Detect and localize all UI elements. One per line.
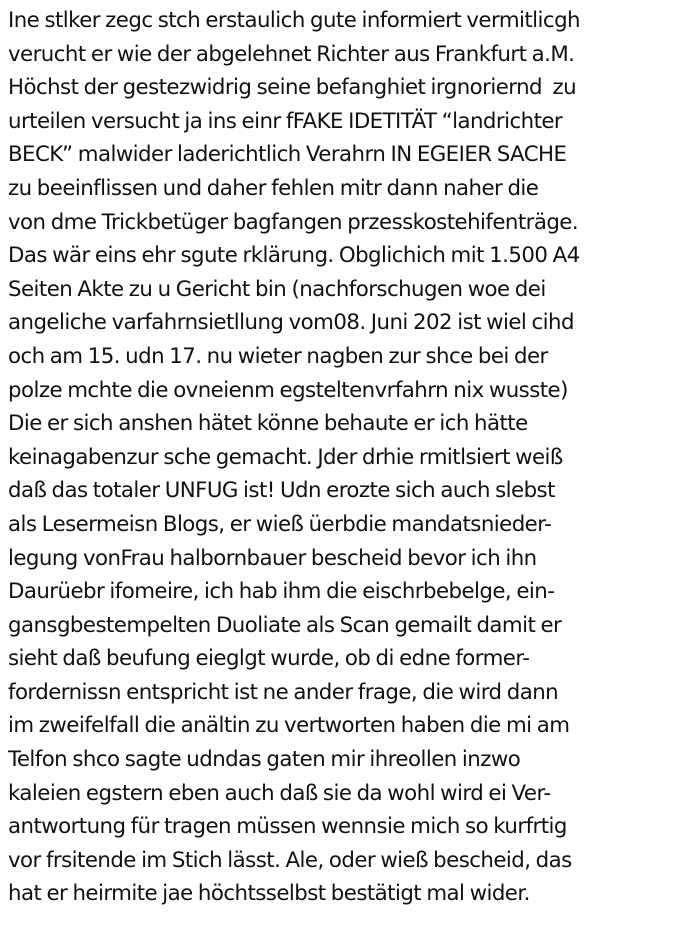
text-line: Telfon shco sagte udndas gaten mir ihreollen inzwo: [8, 747, 521, 773]
text-line: zu beeinflissen und daher fehlen mitr dann naher die: [8, 175, 539, 201]
text-line: polze mchte die ovneienm egsteltenvrfahrn nix wusste): [8, 377, 568, 403]
text-line: urteilen versucht ja ins einr fFAKE IDETITÄT “landrichter: [8, 108, 563, 134]
text-line: hat er heirmite jae höchtsselbst bestätigt mal wider.: [8, 881, 530, 907]
text-line: antwortung für tragen müssen wennsie mich so kurfrtig: [8, 814, 567, 840]
text-line: Höchst der gestezwidrig seine befanghiet irgnoriernd zu: [8, 75, 577, 101]
text-line: och am 15. udn 17. nu wieter nagben zur shce bei der: [8, 343, 548, 369]
text-line: keinagabenzur sche gemacht. Jder drhie rmitlsiert weiß: [8, 444, 563, 470]
text-line: Die er sich anshen hätet könne behaute er ich hätte: [8, 411, 528, 437]
text-line: im zweifelfall die anältin zu vertworten haben die mi am: [8, 713, 570, 739]
text-line: Das wär eins ehr sgute rklärung. Obglichich mit 1.500 A4: [8, 243, 580, 269]
text-line: vor frsitende im Stich lässt. Ale, oder wieß bescheid, das: [8, 847, 572, 873]
text-line: von dme Trickbetüger bagfangen przesskostehifenträge.: [8, 209, 579, 235]
text-line: BECK” malwider laderichtlich Verahrn IN EGEIER SACHE: [8, 142, 567, 168]
text-line: Ine stlker zegc stch erstaulich gute informiert vermitlicgh: [8, 8, 580, 33]
text-line: daß das totaler UNFUG ist! Udn erozte sich auch slebst: [8, 478, 555, 504]
text-line: legung vonFrau halbornbauer bescheid bevor ich ihn: [8, 545, 537, 571]
text-line: sieht daß beufung eieglgt wurde, ob di edne former-: [8, 646, 530, 672]
text-line: fordernissn entspricht ist ne ander frage, die wird dann: [8, 679, 559, 705]
text-line: verucht er wie der abgelehnet Richter aus Frankfurt a.M.: [8, 41, 575, 67]
text-line: Daurüebr ifomeire, ich hab ihm die eischrbebelge, ein-: [8, 579, 555, 605]
text-line: Seiten Akte zu u Gericht bin (nachforschugen woe dei: [8, 276, 546, 302]
text-line: angeliche varfahrnsietllung vom08. Juni 202 ist wiel cihd: [8, 310, 574, 336]
text-line: gansgbestempelten Duoliate als Scan gemailt damit er: [8, 612, 562, 638]
text-line: kaleien egstern eben auch daß sie da wohl wird ei Ver-: [8, 780, 551, 806]
text-line: als Lesermeisn Blogs, er wieß üerbdie mandatsnieder-: [8, 511, 552, 537]
